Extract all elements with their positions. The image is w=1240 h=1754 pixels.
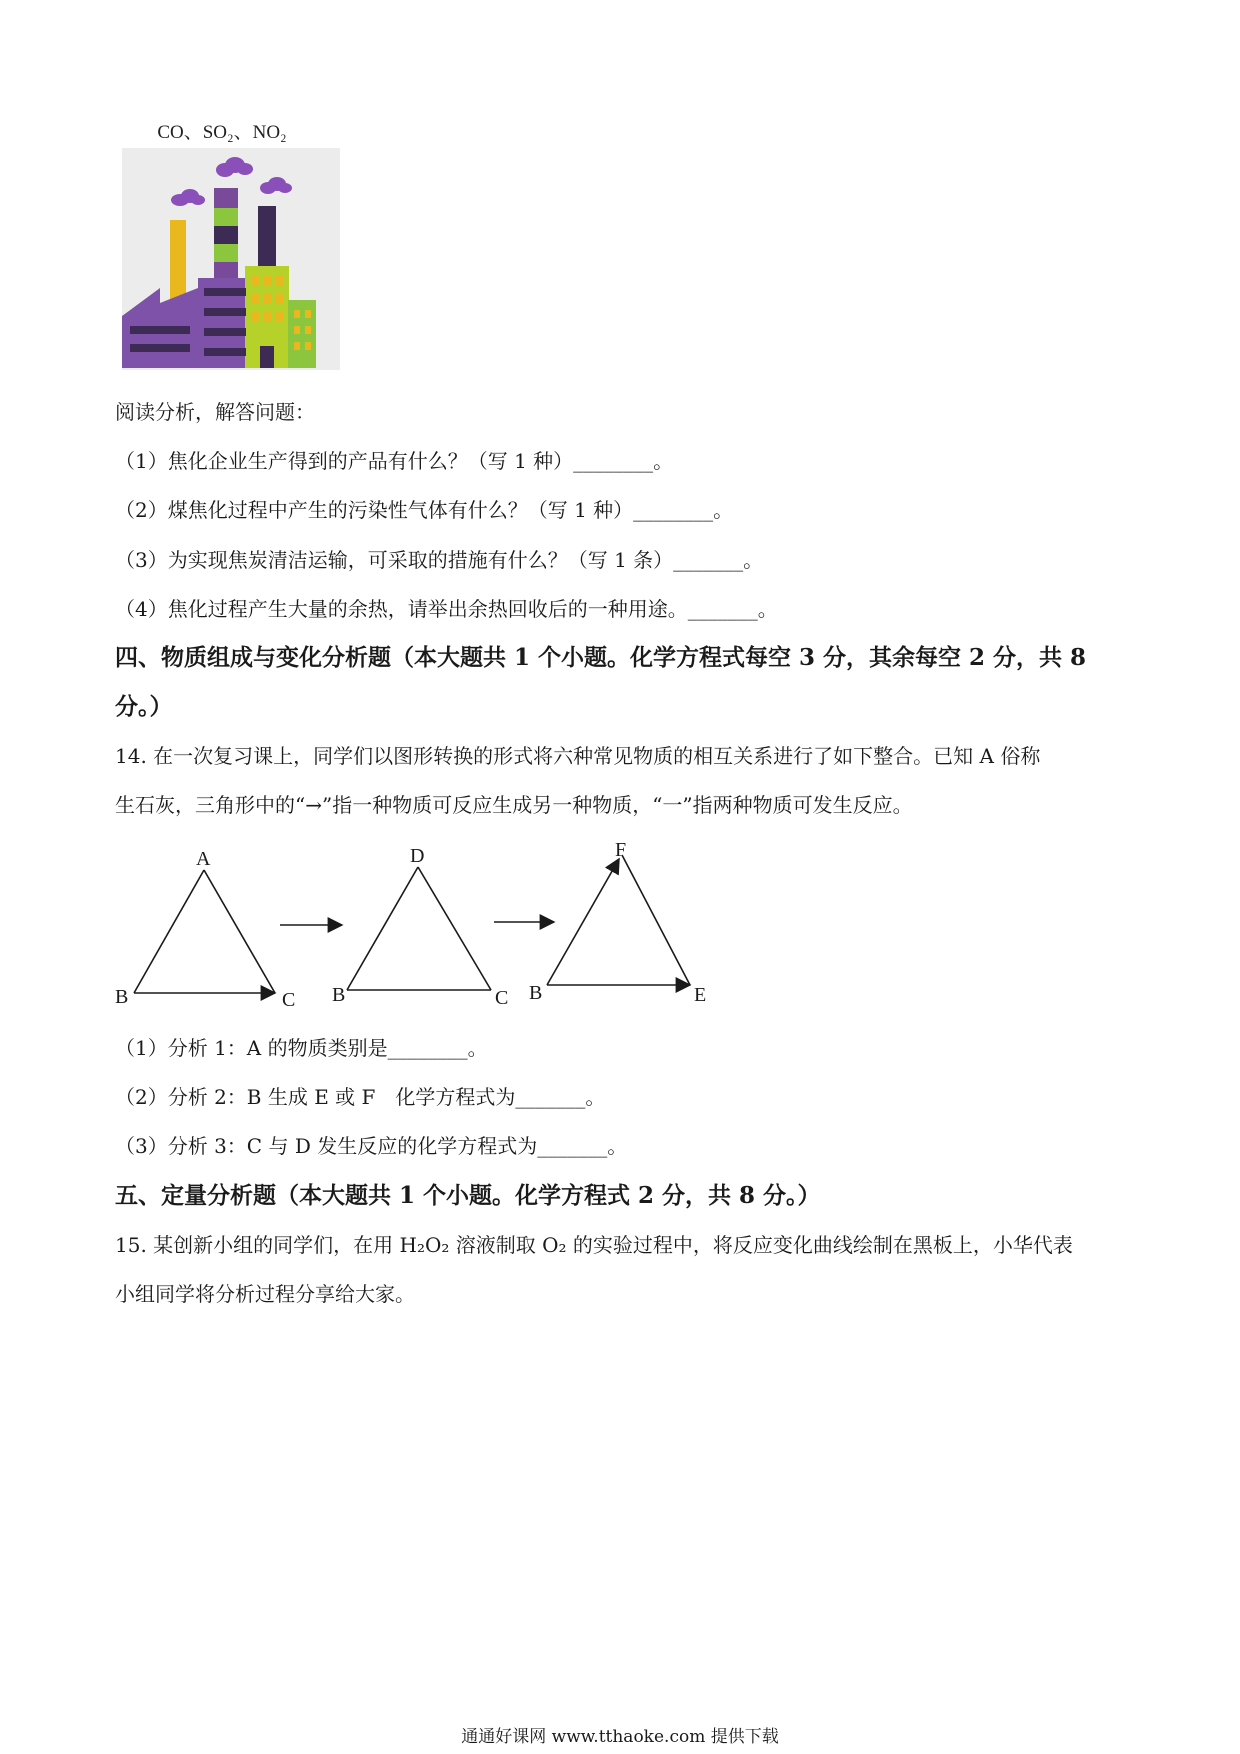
label-B-1: B [115,986,129,1008]
q13-item-3: （3）为实现焦炭清洁运输，可采取的措施有什么？（写 1 条）_______。 [115,548,764,572]
edge-A-B [134,870,204,993]
edge-F-E [622,855,690,985]
section4-heading-line2: 分。） [115,693,173,720]
label-B-3: B [529,982,543,1004]
factory-illustration [120,118,345,370]
q13-item-2: （2）煤焦化过程中产生的污染性气体有什么？（写 1 种）________。 [115,498,734,522]
edge-D-B [347,867,418,990]
section4-heading-line1: 四、物质组成与变化分析题（本大题共 1 个小题。化学方程式每空 3 分，其余每空 2 分，共 8 [115,644,1087,671]
arrow-B-F [547,859,619,985]
q14-sub-1: （1）分析 1：A 的物质类别是________。 [115,1036,488,1060]
q14-sub-3: （3）分析 3：C 与 D 发生反应的化学方程式为_______。 [115,1134,628,1158]
q13-item-4: （4）焦化过程产生大量的余热，请举出余热回收后的一种用途。_______。 [115,597,778,621]
label-D: D [410,845,425,867]
page-footer: 通通好课网 www.tthaoke.com 提供下载 [461,1727,779,1747]
q15-text-line1: 15. 某创新小组的同学们，在用 H₂O₂ 溶液制取 O₂ 的实验过程中，将反应变化曲线绘制在黑板上，小华代表 [115,1233,1073,1257]
section5-heading: 五、定量分析题（本大题共 1 个小题。化学方程式 2 分，共 8 分。） [115,1182,821,1209]
q14-sub-2: （2）分析 2：B 生成 E 或 F 化学方程式为_______。 [115,1085,606,1109]
pollutant-caption: CO、SO₂、NO₂ [157,122,287,143]
label-F: F [615,839,627,861]
label-B-2: B [332,984,346,1006]
label-A: A [196,848,211,870]
q15-text-line2: 小组同学将分析过程分享给大家。 [115,1282,415,1306]
q13-item-1: （1）焦化企业生产得到的产品有什么？（写 1 种）________。 [115,449,674,473]
triangle-diagram [110,835,730,1014]
label-C-1: C [282,989,296,1010]
label-C-2: C [495,987,509,1009]
edge-A-C [204,870,275,993]
q14-text-line1: 14. 在一次复习课上，同学们以图形转换的形式将六种常见物质的相互关系进行了如下整合。已知 A 俗称 [115,744,1041,768]
q14-text-line2: 生石灰，三角形中的“→”指一种物质可反应生成另一种物质，“一”指两种物质可发生反应。 [115,793,913,817]
edge-D-C [418,867,491,990]
intro-text: 阅读分析，解答问题： [115,400,315,424]
label-E: E [694,984,707,1006]
